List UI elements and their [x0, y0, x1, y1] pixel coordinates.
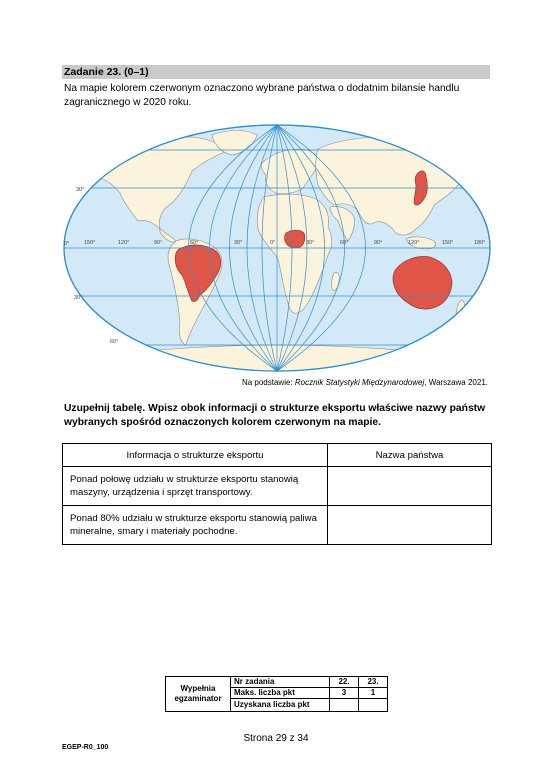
exam-code: EGEP-R0_100: [62, 744, 109, 751]
lat-label: 30°: [74, 295, 83, 301]
max-points: 3: [330, 688, 359, 699]
lon-label: 180°: [474, 240, 486, 246]
country-answer-field[interactable]: [328, 467, 492, 506]
task-title: Zadanie 23. (0–1): [64, 66, 149, 78]
lon-label: 150°: [442, 240, 454, 246]
lon-label: 30°: [306, 240, 315, 246]
lat-label: 30°: [76, 187, 85, 193]
lon-label: 120°: [118, 240, 130, 246]
examiner-label: Wypełnia egzaminator: [166, 677, 231, 712]
lon-label: 90°: [154, 240, 163, 246]
obtained-points-field[interactable]: [330, 699, 359, 712]
lon-label: 90°: [374, 240, 383, 246]
score-table: [165, 676, 388, 712]
lon-label: 60°: [190, 240, 199, 246]
map-source: Na podstawie: Rocznik Statystyki Międzynarodowej, Warszawa 2021.: [241, 378, 488, 387]
obtained-points-field[interactable]: [359, 699, 388, 712]
score-row-label: Nr zadania: [231, 677, 330, 688]
lat-label: 0°: [64, 241, 70, 247]
task-number: 22.: [330, 677, 359, 688]
country-answer-field[interactable]: [328, 506, 492, 545]
header-export-info: Informacja o strukturze eksportu: [63, 444, 328, 467]
score-row-label: Uzyskana liczba pkt: [231, 699, 330, 712]
world-map: [62, 123, 492, 373]
header-country-name: Nazwa państwa: [328, 444, 492, 467]
lon-label: 120°: [408, 240, 420, 246]
score-row-label: Maks. liczba pkt: [231, 688, 330, 699]
export-info-cell: Ponad 80% udziału w strukturze eksportu stanowią paliwa mineralne, smary i materiały pochodne.: [63, 506, 328, 545]
world-map-svg: [62, 123, 492, 373]
lat-label: 60°: [110, 339, 119, 345]
table-row: [63, 506, 492, 545]
nigeria-highlight: [285, 230, 305, 248]
lon-label: 0°: [270, 240, 276, 246]
table-row: [63, 467, 492, 506]
max-points: 1: [359, 688, 388, 699]
task-number: 23.: [359, 677, 388, 688]
export-info-cell: Ponad połowę udziału w strukturze eksportu stanowią maszyny, urządzenia i sprzęt transportowy.: [63, 467, 328, 506]
answer-table: [62, 443, 492, 545]
task-instruction: Uzupełnij tabelę. Wpisz obok informacji o strukturze eksportu właściwe nazwy państw wybranych spośród oznaczonych kolorem czerwonym na mapie.: [64, 403, 486, 428]
lon-label: 150°: [84, 240, 96, 246]
lon-label: 30°: [234, 240, 243, 246]
page-number: Strona 29 z 34: [243, 733, 309, 744]
task-intro: Na mapie kolorem czerwonym oznaczono wybrane państwa o dodatnim bilansie handlu zagranicznego w 2020 roku.: [64, 83, 460, 108]
lon-label: 60°: [340, 240, 349, 246]
